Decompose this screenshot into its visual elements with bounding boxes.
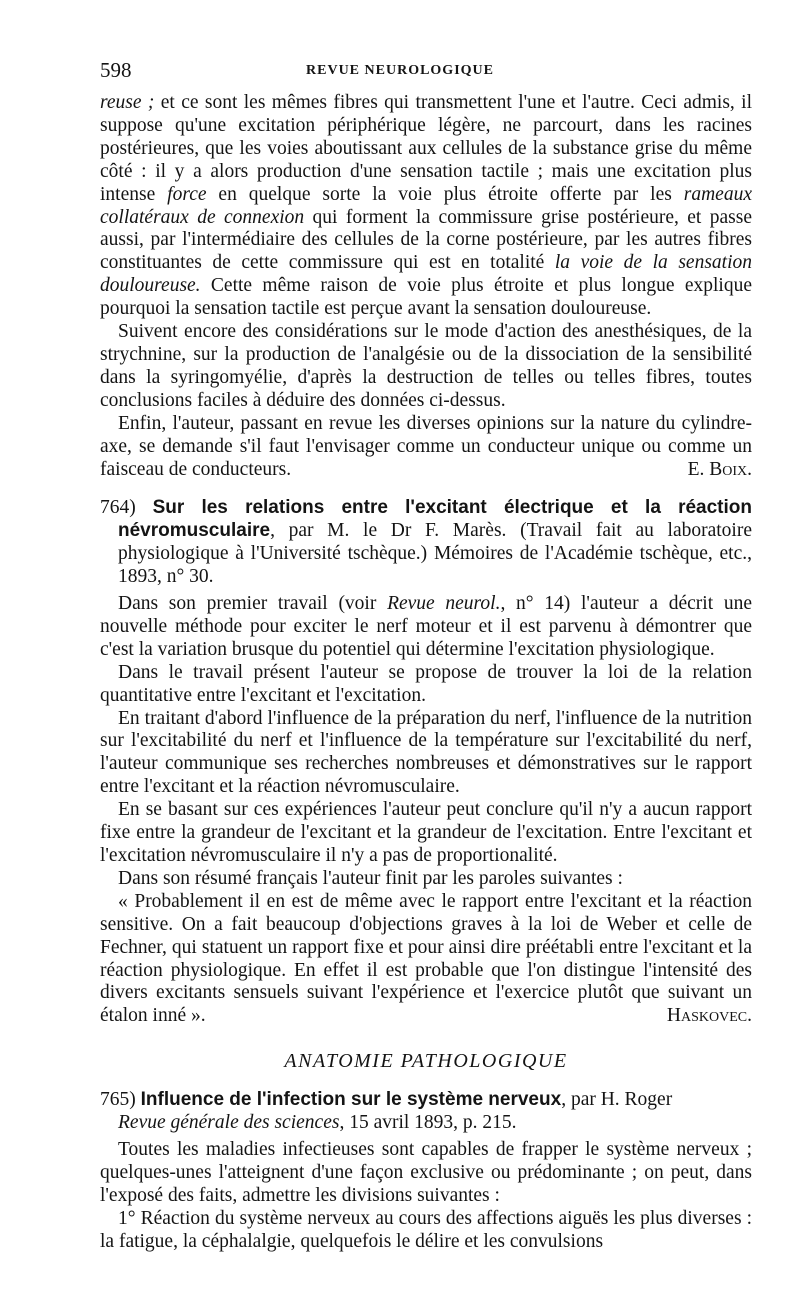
- page-number: 598: [100, 58, 132, 82]
- article-765-number: 765): [100, 1089, 136, 1111]
- paragraph-10: Toutes les maladies infectieuses sont capables de frapper le système nerveux ; quelques-unes l'atteignent d'une façon exclusive ou prédominante ; on peut, dans l'exposé des faits, admettre les divisions suivantes :: [100, 1139, 752, 1206]
- paragraph-8: Dans son résumé français l'auteur finit par les paroles suivantes :: [118, 867, 623, 889]
- paragraph-6: En traitant d'abord l'influence de la préparation du nerf, l'influence de la nutrition sur l'excitabilité du nerf et l'influence de la température sur l'excitabilité du nerf, l'auteur communique ses recherches nombreuses et démonstratives sur le rapport entre l'excitant et la réaction névromusculaire.: [100, 707, 752, 798]
- article-765-author: , par H. Roger: [561, 1089, 673, 1111]
- p1-italic-g: la voie de la sensation douloureuse.: [100, 252, 753, 297]
- paragraph-4: [100, 593, 752, 662]
- p1-text-d: en quelque sorte la voie plus étroite offerte par les: [206, 183, 684, 205]
- p1-text-h: Cette même raison de voie plus étroite et plus longue explique pourquoi la sensation tactile est perçue avant la sensation douloureuse.: [100, 275, 752, 320]
- paragraph-7: En se basant sur ces expériences l'auteur peut conclure qu'il n'y a aucun rapport fixe entre la grandeur de l'excitant et la grandeur de l'excitation. Entre l'excitant et l'excitation névromusculaire il n'y a pas de proportionalité.: [100, 799, 752, 867]
- article-764-byline: , par M. le Dr F. Marès. (Travail fait au laboratoire physiologique à l'Université tschèque.) Mémoires de l'Académie tschèque, etc., 1893, n° 30.: [118, 520, 752, 588]
- paragraph-9: « Probablement il en est de même avec le rapport entre l'excitant et la réaction sensitive. On a fait beaucoup d'objections graves à la loi de Weber et celle de Fechner, qui statuent un rapport fixe et pour ainsi dire préétabli entre l'excitant et la réaction physiologique. En effet il est probable que l'on distingue l'intensité des divers excitants sensuels suivant l'expérience et l'exercice plutôt que suivant un étalon inné ».: [100, 890, 752, 1027]
- signature-boix: E. Boix.: [687, 458, 752, 480]
- article-765-title: Influence de l'infection sur le système nerveux: [140, 1089, 562, 1111]
- p1-text-f: qui forment la commissure grise postérieure, et passe aussi, par l'intermédiaire des cellules de la corne postérieure, par les autres fibres constituantes de cette commissure qui est en totalité: [100, 206, 752, 274]
- p1-italic-a: reuse ;: [100, 92, 155, 113]
- running-head: REVUE NEUROLOGIQUE: [306, 63, 494, 78]
- paragraph-11: 1° Réaction du système nerveux au cours des affections aiguës les plus diverses : la fatigue, la céphalalgie, quelquefois le délire et les convulsions: [100, 1207, 752, 1252]
- p4-text-a: Dans son premier travail (voir: [118, 593, 388, 615]
- article-764-title: Sur les relations entre l'excitant électrique et la réaction névromusculaire: [118, 497, 753, 542]
- paragraph-3: Enfin, l'auteur, passant en revue les diverses opinions sur la nature du cylindre-axe, se demande s'il faut l'envisager comme un conducteur unique ou comme un faisceau de conducteurs.: [100, 412, 752, 480]
- section-title: ANATOMIE PATHOLOGIQUE: [284, 1050, 568, 1073]
- article-765-journal: Revue générale des sciences: [118, 1112, 340, 1134]
- article-764-heading: [100, 497, 752, 589]
- p1-text-b: et ce sont les mêmes fibres qui transmettent l'une et l'autre. Ceci admis, il suppose qu'une excitation périphérique légère, ne parcourt, dans les racines postérieures, que les voies aboutissant aux cellules de la substance grise du même côté : il y a alors production d'une sensation tactile ; mais une excitation plus intense: [100, 92, 753, 205]
- p1-italic-e: rameaux collatéraux de connexion: [100, 183, 752, 228]
- article-765-heading: [100, 1089, 752, 1135]
- body-text: [100, 92, 752, 1254]
- paragraph-1: [100, 92, 752, 321]
- p4-text-c: , n° 14) l'auteur a décrit une nouvelle méthode pour exciter le nerf moteur et il est parvenu à démontrer que c'est la variation brusque du potentiel qui détermine l'excitation physiologique.: [100, 593, 752, 660]
- signature-haskovec: Haskovec.: [666, 1005, 752, 1027]
- article-765-ref: , 15 avril 1893, p. 215.: [339, 1112, 517, 1134]
- paragraph-5: Dans le travail présent l'auteur se propose de trouver la loi de la relation quantitative entre l'excitant et l'excitation.: [100, 661, 752, 706]
- article-764-number: 764): [100, 497, 136, 519]
- p1-italic-c: force: [167, 183, 207, 205]
- p4-italic-b: Revue neurol.: [387, 593, 501, 615]
- paragraph-2: Suivent encore des considérations sur le mode d'action des anesthésiques, de la strychnine, sur la production de l'analgésie ou de la dissociation de la sensibilité dans la syringomyélie, d'après la destruction de telles ou telles fibres, toutes conclusions faciles à déduire des données ci-dessus.: [100, 321, 752, 411]
